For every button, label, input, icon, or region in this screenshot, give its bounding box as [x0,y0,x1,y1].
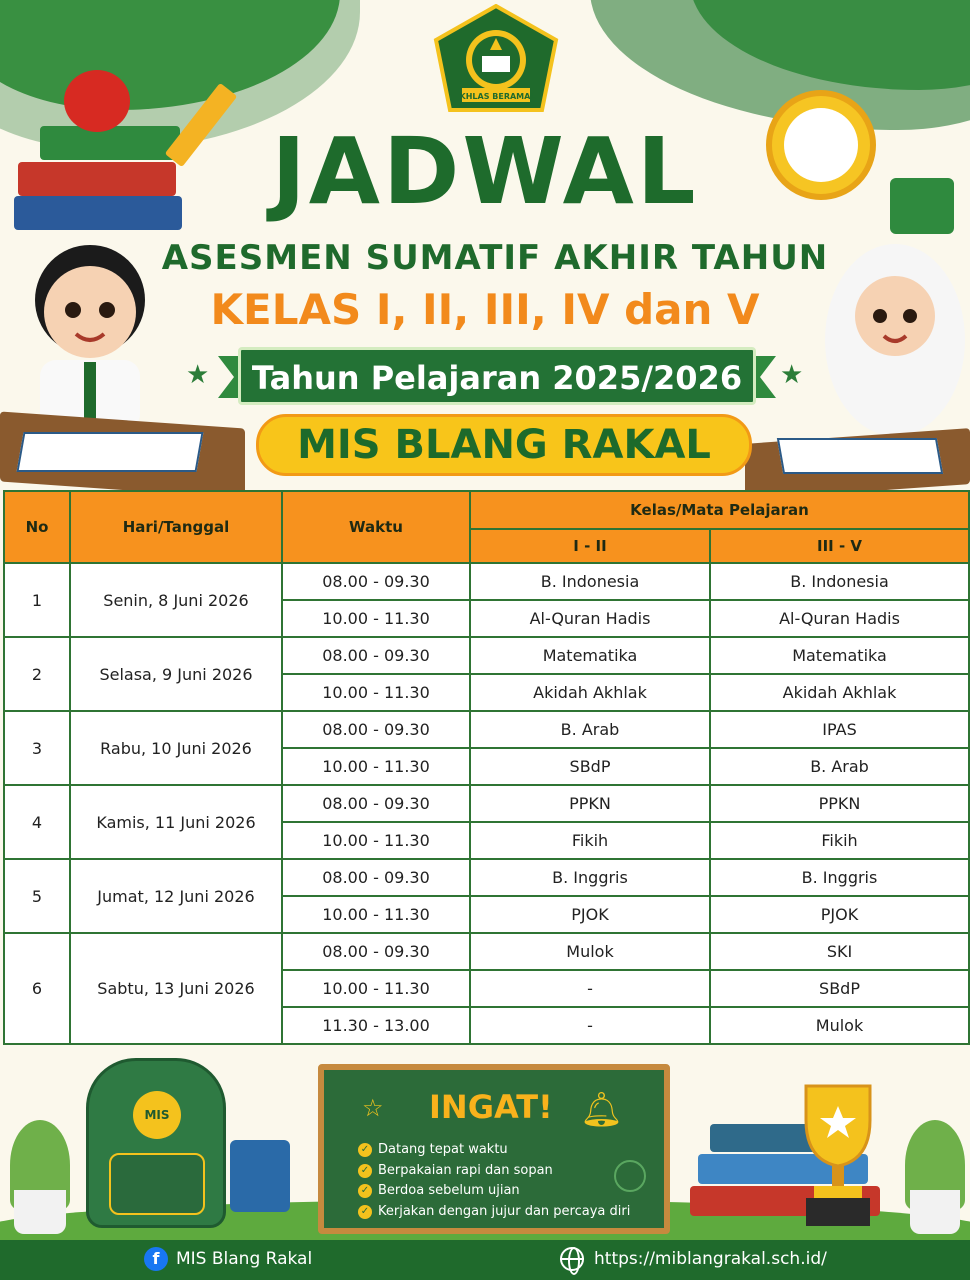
slot-time: 10.00 - 11.30 [282,674,470,711]
subject-class-iii-v: B. Arab [710,748,969,785]
subject-class-iii-v: PPKN [710,785,969,822]
reminder-text: Kerjakan dengan jujur dan percaya diri [378,1203,631,1219]
pot-icon [910,1190,960,1234]
class-range: KELAS I, II, III, IV dan V [210,285,760,334]
website-label: https://miblangrakal.sch.id/ [594,1249,827,1269]
row-number: 2 [4,637,70,711]
header-time: Waktu [282,491,470,563]
subject-class-iii-v: Al-Quran Hadis [710,600,969,637]
reminder-item [358,1161,630,1182]
slot-time: 08.00 - 09.30 [282,637,470,674]
reminder-text: Berpakaian rapi dan sopan [378,1162,553,1178]
subject-class-iii-v: Fikih [710,822,969,859]
slot-time: 08.00 - 09.30 [282,933,470,970]
subject-class-iii-v: Akidah Akhlak [710,674,969,711]
subject-class-i-ii: Matematika [470,637,710,674]
notebook-icon [777,438,943,474]
facebook-icon: f [144,1247,168,1271]
pot-icon [14,1190,66,1234]
row-date: Kamis, 11 Juni 2026 [70,785,282,859]
page-subtitle: ASESMEN SUMATIF AKHIR TAHUN [161,238,829,278]
star-icon: ★ [780,360,804,390]
slot-time: 10.00 - 11.30 [282,822,470,859]
reminder-item [358,1140,630,1161]
slot-time: 08.00 - 09.30 [282,711,470,748]
slot-time: 10.00 - 11.30 [282,600,470,637]
lightbulb-icon [614,1160,646,1192]
subject-class-i-ii: B. Inggris [470,859,710,896]
bell-icon: 🔔︎ [580,1090,624,1130]
check-icon: ✓ [358,1143,372,1157]
slot-time: 10.00 - 11.30 [282,896,470,933]
pencil-cup-icon [230,1140,290,1212]
table-row [4,859,969,896]
schedule-table-container [3,490,968,1045]
reminder-item [358,1202,630,1223]
subject-class-i-ii: SBdP [470,748,710,785]
notebook-icon [16,432,203,472]
check-icon: ✓ [358,1205,372,1219]
table-row [4,563,969,600]
row-date: Selasa, 9 Juni 2026 [70,637,282,711]
subject-class-i-ii: Akidah Akhlak [470,674,710,711]
row-date: Jumat, 12 Juni 2026 [70,859,282,933]
schedule-table [3,490,970,1045]
subject-class-i-ii: - [470,1007,710,1044]
check-icon: ✓ [358,1184,372,1198]
trophy-icon [790,1080,886,1230]
backpack-pocket [109,1153,205,1215]
website-link[interactable] [560,1247,827,1271]
header-subject-group: Kelas/Mata Pelajaran [470,491,969,529]
row-number: 4 [4,785,70,859]
subject-class-iii-v: PJOK [710,896,969,933]
reminder-item [358,1181,630,1202]
subject-class-iii-v: B. Inggris [710,859,969,896]
row-date: Rabu, 10 Juni 2026 [70,711,282,785]
subject-class-i-ii: Al-Quran Hadis [470,600,710,637]
header-class-i-ii: I - II [470,529,710,563]
subject-class-i-ii: Mulok [470,933,710,970]
table-row [4,933,969,970]
subject-class-i-ii: B. Indonesia [470,563,710,600]
table-row [4,785,969,822]
table-row [4,637,969,674]
school-name: MIS BLANG RAKAL [256,414,752,476]
subject-class-i-ii: Fikih [470,822,710,859]
check-icon: ✓ [358,1164,372,1178]
subject-class-iii-v: B. Indonesia [710,563,969,600]
subject-class-i-ii: PJOK [470,896,710,933]
row-number: 5 [4,859,70,933]
subject-class-iii-v: Mulok [710,1007,969,1044]
subject-class-iii-v: SBdP [710,970,969,1007]
header-class-iii-v: III - V [710,529,969,563]
backpack-badge: MIS [133,1091,181,1139]
reminder-board [318,1064,670,1234]
subject-class-iii-v: IPAS [710,711,969,748]
header-day: Hari/Tanggal [70,491,282,563]
logo-text: IKHLAS BERAMAL [456,92,536,101]
star-icon: ★ [186,360,210,390]
ministry-logo [432,4,560,114]
row-date: Sabtu, 13 Juni 2026 [70,933,282,1044]
schedule-body [4,563,969,1044]
row-date: Senin, 8 Juni 2026 [70,563,282,637]
row-number: 3 [4,711,70,785]
row-number: 1 [4,563,70,637]
slot-time: 08.00 - 09.30 [282,563,470,600]
subject-class-i-ii: PPKN [470,785,710,822]
star-outline-icon: ☆ [362,1094,384,1122]
row-number: 6 [4,933,70,1044]
table-row [4,711,969,748]
facebook-label: MIS Blang Rakal [176,1249,313,1269]
page-title: JADWAL [271,118,699,225]
subject-class-iii-v: SKI [710,933,969,970]
reminder-title: INGAT! [429,1088,553,1126]
reminder-list [358,1140,630,1222]
subject-class-i-ii: - [470,970,710,1007]
globe-icon [560,1247,584,1271]
facebook-link[interactable] [144,1247,312,1271]
slot-time: 10.00 - 11.30 [282,748,470,785]
header-no: No [4,491,70,563]
subject-class-iii-v: Matematika [710,637,969,674]
reminder-text: Berdoa sebelum ujian [378,1183,520,1198]
academic-year-banner: Tahun Pelajaran 2025/2026 [238,347,756,405]
slot-time: 10.00 - 11.30 [282,970,470,1007]
backpack-icon [86,1058,226,1228]
slot-time: 08.00 - 09.30 [282,785,470,822]
slot-time: 08.00 - 09.30 [282,859,470,896]
subject-class-i-ii: B. Arab [470,711,710,748]
reminder-text: Datang tepat waktu [378,1142,508,1157]
slot-time: 11.30 - 13.00 [282,1007,470,1044]
